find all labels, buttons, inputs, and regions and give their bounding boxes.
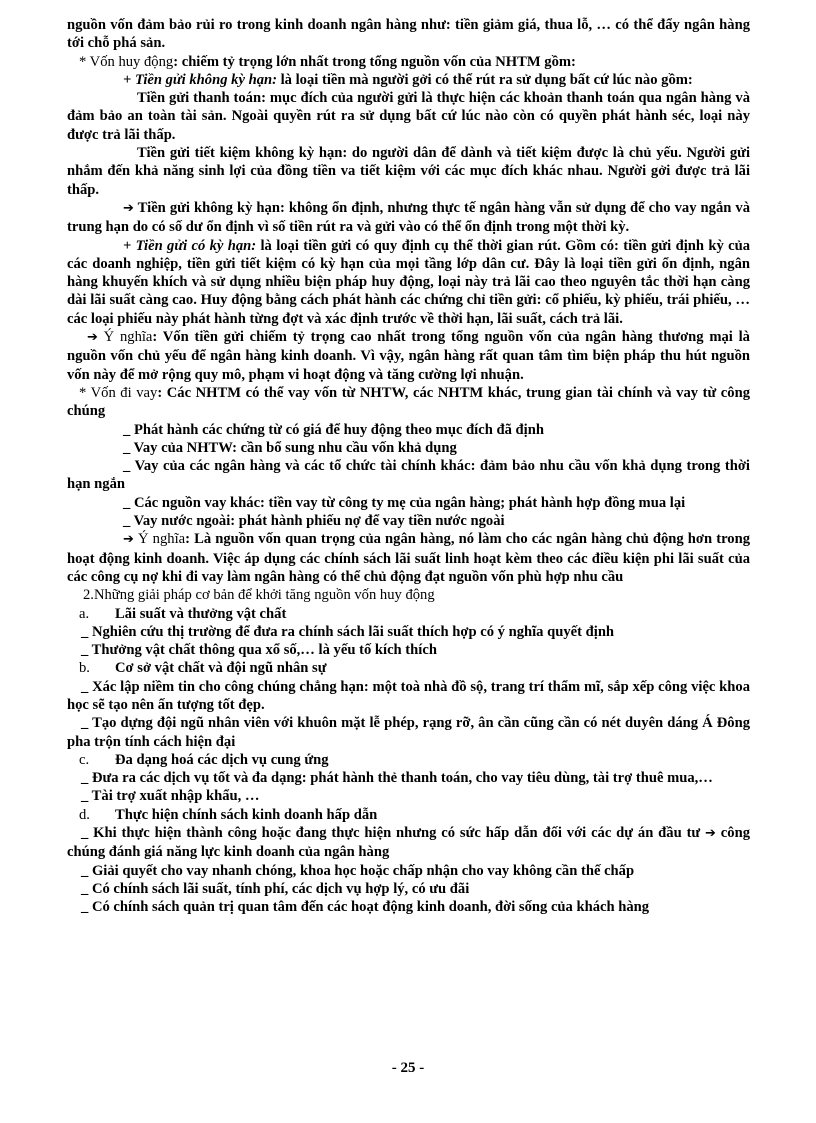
list-item: _ Vay của NHTW: cần bổ sung nhu cầu vốn khả dụng xyxy=(123,439,457,456)
list-marker: a. xyxy=(79,605,90,622)
list-item-b xyxy=(67,659,750,677)
paragraph: Tiền gửi tiết kiệm không kỳ hạn: do người dân để dành và tiết kiệm được là chủ yếu. Người gửi nhắm đến khả năng sinh lợi của đồng tiền va tiết kiệm với các mục đích khác nhau. Người gởi được trả lãi thấp. xyxy=(67,145,750,198)
heading-von-di-vay: * Vốn đi vay xyxy=(79,384,158,401)
list-heading: Cơ sở vật chất và đội ngũ nhân sự xyxy=(115,660,327,677)
page-number: - 25 - xyxy=(391,1060,425,1076)
paragraph-tien-gui-co-ky-han xyxy=(67,237,750,328)
list-heading: Thực hiện chính sách kinh doanh hấp dẫn xyxy=(115,806,378,823)
label: Ý nghĩa xyxy=(97,329,153,346)
right-arrow-icon: ➔ xyxy=(705,826,716,842)
text: : Các NHTM có thể vay vốn từ NHTW, các NHTM khác, trung gian tài chính và vay từ công chúng xyxy=(67,384,750,420)
subheading: + Tiền gửi có kỳ hạn: xyxy=(123,237,257,254)
text: : Là nguồn vốn quan trọng của ngân hàng, nó làm cho các ngân hàng chủ động hơn trong hoạt động kinh doanh. Việc áp dụng các chính sách lãi suất linh hoạt kèm theo các điều kiện phi lãi suất của các công cụ nợ khi đi vay làm ngân hàng có thể chủ động đạt nguồn vốn phù hợp nhu cầu xyxy=(67,531,750,585)
list-marker: c. xyxy=(79,751,90,768)
list-marker: d. xyxy=(79,806,90,823)
list-item: _ Đưa ra các dịch vụ tốt và đa dạng: phát hành thẻ thanh toán, cho vay tiêu dùng, tài trợ thuê mua,… xyxy=(81,770,713,787)
list-item: _ Các nguồn vay khác: tiền vay từ công ty mẹ của ngân hàng; phát hành hợp đồng mua lại xyxy=(123,494,686,511)
list-item-a xyxy=(67,605,750,623)
list-item: _ Giải quyết cho vay nhanh chóng, khoa học hoặc chấp nhận cho vay không cần thế chấp xyxy=(81,862,635,879)
document-body xyxy=(67,16,750,917)
list-item: _ Có chính sách quản trị quan tâm đến các hoạt động kinh doanh, đời sống của khách hàng xyxy=(81,899,650,916)
list-item xyxy=(67,824,750,862)
text: : chiếm tỷ trọng lớn nhất trong tổng nguồn vốn của NHTM gồm: xyxy=(173,53,576,70)
list-heading: Đa dạng hoá các dịch vụ cung ứng xyxy=(115,751,329,768)
list-item-c xyxy=(67,751,750,769)
right-arrow-icon: ➔ xyxy=(123,200,134,216)
paragraph-conclusion xyxy=(67,199,750,237)
paragraph-y-nghia xyxy=(67,328,750,384)
paragraph-von-huy-dong xyxy=(67,53,750,71)
heading-von-huy-dong: * Vốn huy động xyxy=(79,53,174,70)
list-item: _ Xác lập niềm tin cho công chúng chẳng hạn: một toà nhà đồ sộ, trang trí thẩm mĩ, sắp xếp công việc khoa học sẽ tạo nên ấn tượng tốt đẹp. xyxy=(67,678,750,713)
list-heading: Lãi suất và thưởng vật chất xyxy=(115,605,287,622)
text: _ Khi thực hiện thành công hoặc đang thực hiện nhưng có sức hấp dẫn đối với các dự án đầu tư xyxy=(81,825,706,842)
list-item: _ Thưởng vật chất thông qua xổ số,… là yếu tố kích thích xyxy=(81,642,437,659)
text: là loại tiền mà người gởi có thể rút ra sử dụng bất cứ lúc nào gồm: xyxy=(276,71,693,88)
list-item: _ Có chính sách lãi suất, tính phí, các dịch vụ hợp lý, có ưu đãi xyxy=(81,880,470,897)
text: là loại tiền gửi có quy định cụ thể thời gian rút. Gồm có: tiền gửi định kỳ của các doanh nghiệp, tiền gửi tiết kiệm có kỳ hạn của mọi tầng lớp dân cư. Đây là loại tiền gửi ổn định, ngân hàng khuyến khích và sử dụng nhiều biện pháp huy động, loại này trả lãi cao theo nguyên tắc thời hạn càng dài lãi suất càng cao. Huy động bằng cách phát hành các chứng chỉ tiền gửi: cổ phiếu, kỳ phiếu, trái phiếu, … các loại phiếu này phát hành từng đợt và xác định trước về thời hạn, lãi suất, cách trả lãi. xyxy=(67,237,750,327)
paragraph: Tiền gửi thanh toán: mục đích của người gửi là thực hiện các khoản thanh toán qua ngân hàng và đảm bảo an toàn tài sản. Ngoài quyền rút ra sử dụng bất cứ lúc nào còn có quyền phát hành séc, loại này được trả lãi thấp. xyxy=(67,90,750,143)
text: : Vốn tiền gửi chiếm tỷ trọng cao nhất trong tổng nguồn vốn của ngân hàng thương mại là nguồn vốn chủ yếu để ngân hàng kinh doanh. Vì vậy, ngân hàng rất quan tâm tìm biện pháp thu hút nguồn vốn này để mở rộng quy mô, phạm vi hoạt động và tăng cường lợi nhuận. xyxy=(67,329,750,383)
list-item-d xyxy=(67,806,750,824)
list-item: _ Vay nước ngoài: phát hành phiếu nợ để vay tiền nước ngoài xyxy=(123,513,505,530)
list-item: _ Phát hành các chứng từ có giá để huy động theo mục đích đã định xyxy=(123,421,544,438)
text: công chúng đánh giá năng lực kinh doanh của ngân hàng xyxy=(67,825,750,861)
paragraph: nguồn vốn đảm bảo rủi ro trong kinh doanh ngân hàng như: tiền giảm giá, thua lỗ, … có thể đẩy ngân hàng tới chỗ phá sản. xyxy=(67,17,750,52)
list-item: _ Tạo dựng đội ngũ nhân viên với khuôn mặt lễ phép, rạng rỡ, ân cần cũng cần có nét duyên dáng Á Đông pha trộn tính cách hiện đại xyxy=(67,715,750,750)
right-arrow-icon: ➔ xyxy=(87,330,98,346)
label: Ý nghĩa xyxy=(133,531,186,548)
section-heading: 2.Những giải pháp cơ bản để khởi tăng nguồn vốn huy động xyxy=(83,587,435,604)
text: Tiền gửi không kỳ hạn: không ổn định, nhưng thực tế ngân hàng vẫn sử dụng để cho vay ngắn và trung hạn do có số dư ổn định vì số tiền rút ra và gửi vào có thể ổn định trong một thời kỳ. xyxy=(67,199,750,236)
list-item: _ Tài trợ xuất nhập khẩu, … xyxy=(81,788,260,805)
paragraph-von-di-vay xyxy=(67,384,750,421)
paragraph-tien-gui-khong-ky-han xyxy=(67,71,750,89)
list-item: _ Vay của các ngân hàng và các tổ chức tài chính khác: đảm bảo nhu cầu vốn khả dụng trong thời hạn ngắn xyxy=(67,458,750,493)
right-arrow-icon: ➔ xyxy=(123,532,134,548)
list-marker: b. xyxy=(79,660,90,677)
subheading: + Tiền gửi không kỳ hạn: xyxy=(123,71,277,88)
paragraph-y-nghia xyxy=(67,530,750,586)
list-item: _ Nghiên cứu thị trường để đưa ra chính sách lãi suất thích hợp có ý nghĩa quyết định xyxy=(81,623,615,640)
